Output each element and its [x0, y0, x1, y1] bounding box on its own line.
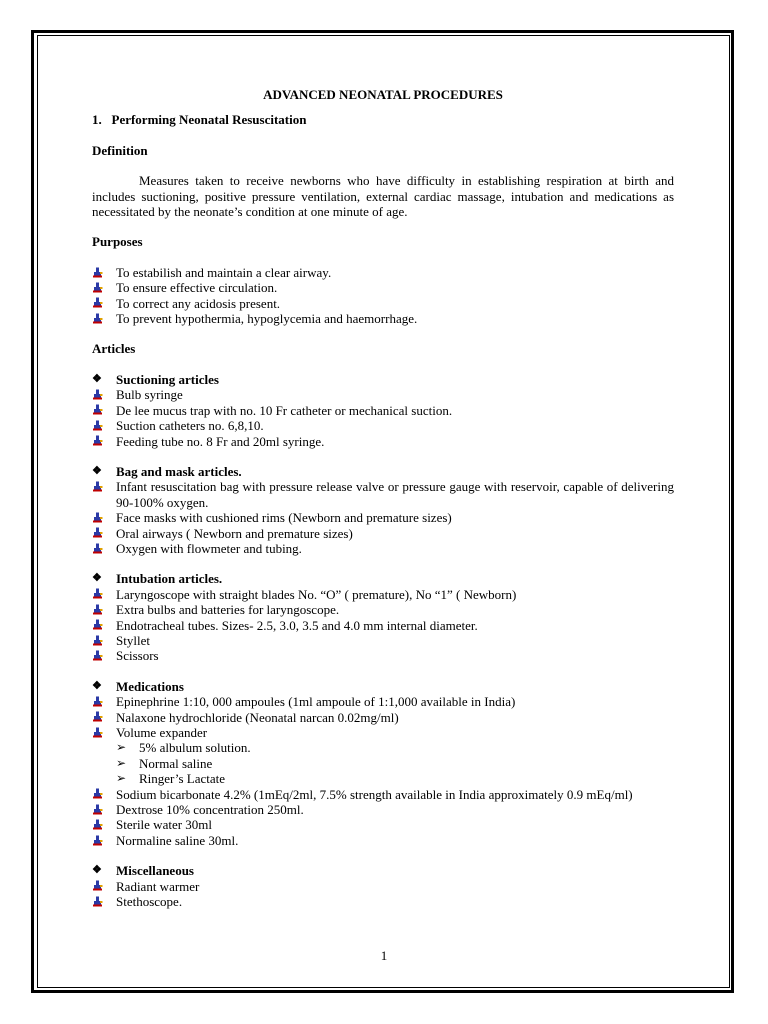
list-item [92, 802, 674, 817]
list-item [92, 648, 674, 663]
pointing-hand-bullet-icon [92, 296, 116, 311]
list-item [92, 265, 674, 280]
list-item-text: Feeding tube no. 8 Fr and 20ml syringe. [116, 433, 325, 449]
pointing-hand-bullet-icon [92, 787, 116, 802]
pointing-hand-bullet-icon [92, 418, 116, 433]
list-item [92, 479, 674, 510]
pointing-hand-bullet-icon [92, 479, 116, 494]
pointing-hand-bullet-icon [92, 618, 116, 633]
arrowhead-bullet-icon: ➢ [116, 755, 127, 770]
pointing-hand-bullet-icon [92, 710, 116, 725]
list-item [92, 434, 674, 449]
list-item-text: Face masks with cushioned rims (Newborn and premature sizes) [116, 510, 452, 526]
list-item [92, 787, 674, 802]
list-item [92, 602, 674, 617]
list-item [92, 894, 674, 909]
sub-list-item [116, 771, 674, 786]
pointing-hand-bullet-icon [92, 587, 116, 602]
pointing-hand-bullet-icon [92, 510, 116, 525]
pointing-hand-bullet-icon [92, 633, 116, 648]
pointing-hand-bullet-icon [92, 817, 116, 832]
list-item-text: Sterile water 30ml [116, 817, 213, 833]
section-heading [92, 112, 674, 127]
pointing-hand-bullet-icon [92, 602, 116, 617]
suctioning-list [92, 387, 674, 449]
list-item-text: To prevent hypothermia, hypoglycemia and haemorrhage. [116, 311, 418, 327]
arrowhead-bullet-icon: ➢ [116, 740, 127, 755]
definition-text: Measures taken to receive newborns who have difficulty in establishing respiration at birth and includes suctioning, positive pressure ventilation, external cardiac massage, intubation and medications as necessitated by the neonate’s condition at one minute of age. [92, 173, 674, 220]
list-item [92, 296, 674, 311]
list-item-text: Endotracheal tubes. Sizes- 2.5, 3.0, 3.5 and 4.0 mm internal diameter. [116, 617, 478, 633]
pointing-hand-bullet-icon [92, 648, 116, 663]
list-item-text: Stethoscope. [116, 894, 183, 910]
list-item-text: Nalaxone hydrochloride (Neonatal narcan 0.02mg/ml) [116, 709, 399, 725]
miscellaneous-heading: ❖ Miscellaneous [92, 863, 194, 879]
section-title: Performing Neonatal Resuscitation [111, 112, 307, 128]
list-item [92, 725, 674, 740]
list-item-text: To correct any acidosis present. [116, 295, 281, 311]
pointing-hand-bullet-icon [92, 387, 116, 402]
sub-list-item-text: 5% albulum solution. [139, 740, 251, 756]
list-item-text: Normaline saline 30ml. [116, 832, 239, 848]
list-item [92, 817, 674, 832]
section-number: 1. [92, 112, 102, 128]
list-item-text: Styllet [116, 632, 150, 648]
list-item-text: Infant resuscitation bag with pressure release valve or pressure gauge with reservoir, capable of delivering 90-100% oxygen. [116, 479, 674, 510]
page-number: 1 [380, 948, 388, 963]
articles-heading: Articles [92, 341, 136, 357]
sub-list-item-text: Ringer’s Lactate [139, 771, 226, 787]
pointing-hand-bullet-icon [92, 541, 116, 556]
list-item-text: Laryngoscope with straight blades No. “O” ( premature), No “1” ( Newborn) [116, 586, 517, 602]
list-item [92, 526, 674, 541]
diamond-bullet-icon: ❖ [92, 572, 102, 585]
list-item-text: To ensure effective circulation. [116, 280, 278, 296]
list-item-text: Suction catheters no. 6,8,10. [116, 418, 264, 434]
bag-mask-list [92, 479, 674, 556]
list-item [92, 633, 674, 648]
document-body [92, 85, 674, 909]
list-item-text: Dextrose 10% concentration 250ml. [116, 802, 304, 818]
list-item [92, 833, 674, 848]
diamond-bullet-icon: ❖ [92, 864, 102, 877]
list-item-text: Oxygen with flowmeter and tubing. [116, 540, 302, 556]
list-item-text: Oral airways ( Newborn and premature sizes) [116, 525, 353, 541]
diamond-bullet-icon: ❖ [92, 464, 102, 477]
list-item [92, 879, 674, 894]
list-item [92, 541, 674, 556]
pointing-hand-bullet-icon [92, 694, 116, 709]
list-item [92, 618, 674, 633]
sub-list-item [116, 756, 674, 771]
pointing-hand-bullet-icon [92, 879, 116, 894]
diamond-bullet-icon: ❖ [92, 372, 102, 385]
pointing-hand-bullet-icon [92, 725, 116, 740]
list-item [92, 418, 674, 433]
list-item [92, 587, 674, 602]
list-item-text: Scissors [116, 648, 159, 664]
pointing-hand-bullet-icon [92, 403, 116, 418]
list-item-text: De lee mucus trap with no. 10 Fr catheter or mechanical suction. [116, 402, 453, 418]
list-item [92, 694, 674, 709]
volume-expander-sublist [92, 740, 674, 786]
pointing-hand-bullet-icon [92, 894, 116, 909]
sub-list-item-text: Normal saline [139, 755, 213, 771]
list-item-text: Radiant warmer [116, 878, 200, 894]
intubation-heading: ❖ Intubation articles. [92, 571, 223, 587]
list-item-text: Bulb syringe [116, 387, 183, 403]
list-item [92, 403, 674, 418]
pointing-hand-bullet-icon [92, 434, 116, 449]
list-item-text: Volume expander [116, 725, 208, 740]
list-item [92, 710, 674, 725]
list-item [92, 510, 674, 525]
purposes-heading: Purposes [92, 234, 143, 250]
definition-heading: Definition [92, 142, 148, 158]
list-item [92, 387, 674, 402]
pointing-hand-bullet-icon [92, 280, 116, 295]
pointing-hand-bullet-icon [92, 526, 116, 541]
sub-list-item [116, 740, 674, 755]
document-title: ADVANCED NEONATAL PROCEDURES [263, 87, 503, 102]
list-item [92, 280, 674, 295]
list-item-text: To estabilish and maintain a clear airway. [116, 264, 332, 280]
list-item [92, 311, 674, 326]
diamond-bullet-icon: ❖ [92, 679, 102, 692]
pointing-hand-bullet-icon [92, 833, 116, 848]
list-item-text: Epinephrine 1:10, 000 ampoules (1ml ampoule of 1:1,000 available in India) [116, 694, 516, 710]
list-item-text: Extra bulbs and batteries for laryngoscope. [116, 602, 340, 618]
bag-mask-heading: ❖ Bag and mask articles. [92, 463, 242, 479]
arrowhead-bullet-icon: ➢ [116, 771, 127, 786]
suctioning-heading: ❖ Suctioning articles [92, 371, 219, 387]
pointing-hand-bullet-icon [92, 311, 116, 326]
medications-list-continued [92, 787, 674, 849]
pointing-hand-bullet-icon [92, 802, 116, 817]
medications-heading: ❖ Medications [92, 678, 184, 694]
intubation-list [92, 587, 674, 664]
medications-list [92, 694, 674, 740]
miscellaneous-list [92, 879, 674, 910]
purposes-list [92, 265, 674, 327]
list-item-text: Sodium bicarbonate 4.2% (1mEq/2ml, 7.5% strength available in India approximately 0.9 mEq/ml) [116, 786, 633, 802]
pointing-hand-bullet-icon [92, 265, 116, 280]
